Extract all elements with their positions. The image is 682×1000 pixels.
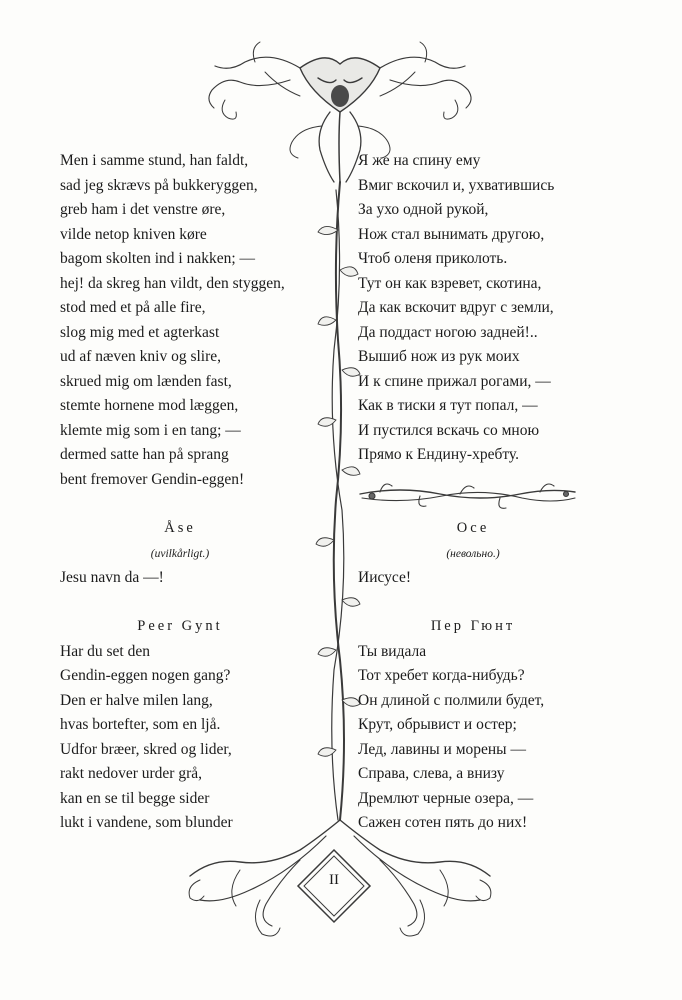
page-number: II	[329, 872, 339, 888]
verse-line: Тот хребет когда-нибудь?	[358, 667, 525, 684]
verse-line: stod med et på alle fire,	[60, 299, 206, 316]
verse-line: hej! da skreg han vildt, den styggen,	[60, 275, 285, 292]
verse-line: hvas bortefter, som en ljå.	[60, 716, 221, 733]
verse-line: slog mig med et agterkast	[60, 324, 220, 341]
verse-line: sad jeg skrævs på bukkeryggen,	[60, 177, 258, 194]
verse-line: Нож стал вынимать другою,	[358, 226, 545, 243]
verse-line: Я же на спину ему	[358, 152, 481, 169]
verse-line: Крут, обрывист и остер;	[358, 716, 517, 733]
verse-line: Да как вскочит вдруг с земли,	[358, 299, 554, 316]
verse-line: greb ham i det venstre øre,	[60, 201, 226, 218]
speaker-name: Пер Гюнт	[430, 618, 516, 634]
verse-line: stemte hornene mod læggen,	[60, 397, 239, 414]
verse-line: Как в тиски я тут попал, —	[358, 397, 538, 414]
stage-direction: (невольно.)	[446, 548, 500, 560]
verse-line: bagom skolten ind i nakken; —	[60, 250, 256, 267]
verse-line: skrued mig om lænden fast,	[60, 373, 232, 390]
verse-line: Справа, слева, а внизу	[358, 765, 505, 782]
verse-line: Чтоб оленя приколоть.	[358, 250, 508, 267]
stage-direction: (uvilkårligt.)	[150, 548, 210, 560]
verse-line: Вмиг вскочил и, ухватившись	[358, 177, 555, 194]
divider-ornament-icon	[360, 484, 575, 508]
verse-line: kan en se til begge sider	[60, 790, 210, 807]
verse-line: Он длиной с полмили будет,	[358, 692, 545, 709]
verse-line: Да поддаст ногою задней!..	[358, 324, 538, 341]
verse-line: Jesu navn da —!	[60, 569, 164, 586]
verse-line: Вышиб нож из рук моих	[358, 348, 520, 365]
speaker-name: Åse	[164, 520, 196, 536]
verse-line: И к спине прижал рогами, —	[358, 373, 551, 390]
verse-line: Лед, лавины и морены —	[358, 741, 526, 758]
verse-line: Har du set den	[60, 643, 150, 660]
verse-line: Сажен сотен пять до них!	[358, 814, 528, 831]
verse-line: Прямо к Ендину-хребту.	[358, 446, 519, 463]
verse-line: lukt i vandene, som blunder	[60, 814, 233, 831]
verse-line: Дремлют черные озера, —	[358, 790, 534, 807]
verse-line: И пустился вскачь со мною	[358, 422, 540, 439]
verse-line: Den er halve milen lang,	[60, 692, 213, 709]
verse-line: Udfor bræer, skred og lider,	[60, 741, 232, 758]
verse-line: Ты видала	[358, 643, 427, 660]
verse-line: Иисусе!	[358, 569, 412, 586]
speaker-name: Осе	[456, 520, 490, 536]
verse-line: bent fremover Gendin-eggen!	[60, 471, 245, 488]
verse-line: klemte mig som i en tang; —	[60, 422, 241, 439]
verse-line: ud af næven kniv og slire,	[60, 348, 222, 365]
verse-line: rakt nedover urder grå,	[60, 765, 203, 782]
speaker-name: Peer Gynt	[137, 618, 223, 634]
verse-line: vilde netop kniven køre	[60, 226, 207, 243]
verse-line: Men i samme stund, han faldt,	[60, 152, 249, 169]
verse-line: За ухо одной рукой,	[358, 201, 489, 218]
verse-line: Тут он как взревет, скотина,	[358, 275, 542, 292]
mask-ornament-icon	[209, 42, 471, 119]
verse-line: Gendin-eggen nogen gang?	[60, 667, 231, 684]
verse-line: dermed satte han på sprang	[60, 446, 229, 463]
